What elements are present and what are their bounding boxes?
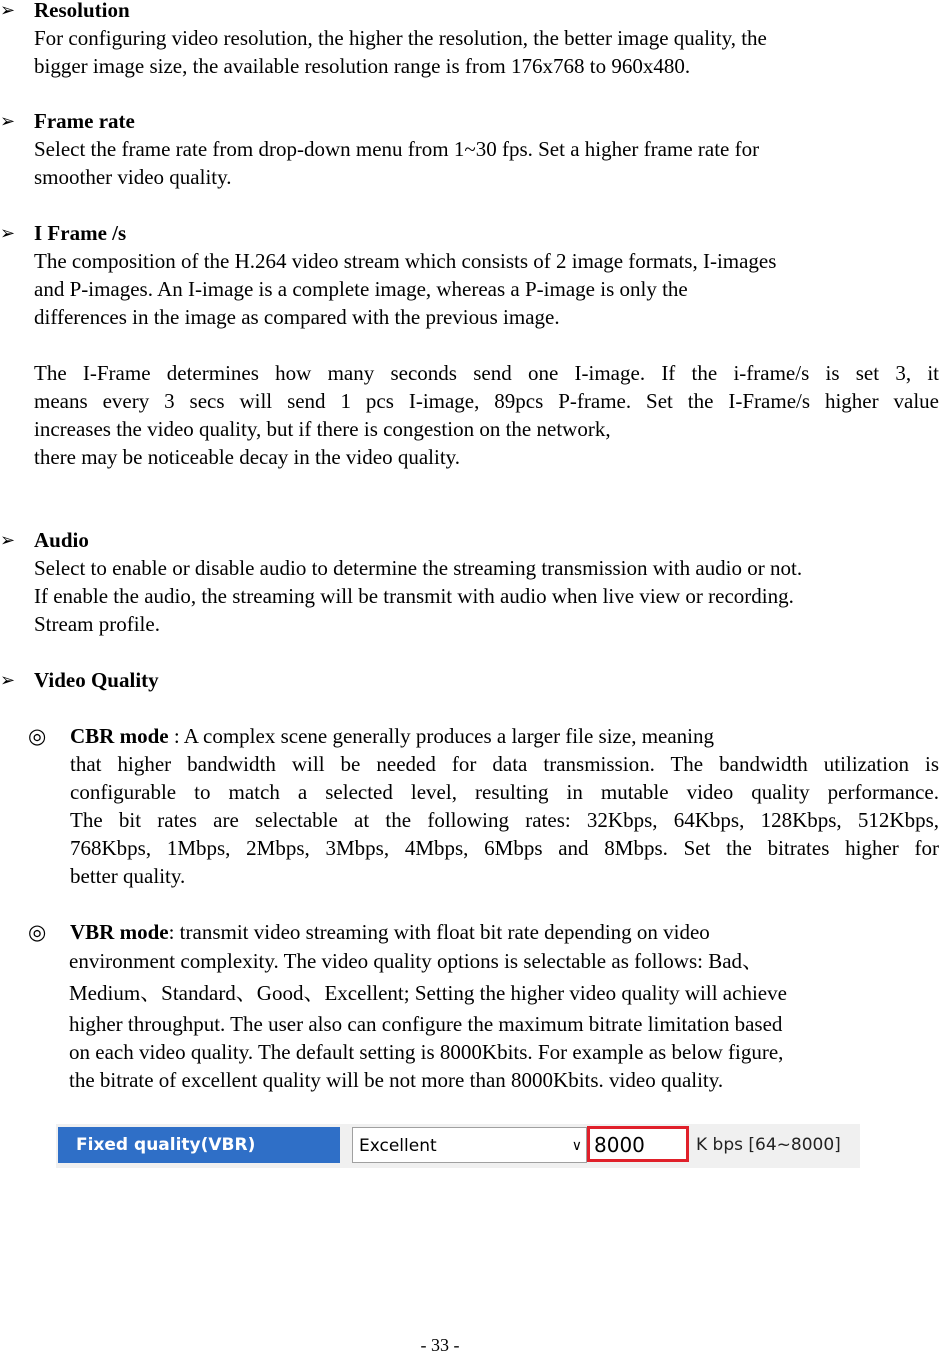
bitrate-unit-label: K bps [64~8000] [696,1135,841,1155]
section-video-quality [0,666,940,1092]
section-title: Audio [34,528,89,552]
arrow-bullet-icon: ➢ [0,0,16,20]
cbr-first-text: : A complex scene generally produces a larger file size, meaning [168,724,714,748]
text-line: increases the video quality, but if there is congestion on the network, [34,417,611,441]
text-line: on each video quality. The default setting is 8000Kbits. For example as below figure, [69,1040,784,1064]
text-line: The bit rates are selectable at the following rates: 32Kbps, 64Kbps, 128Kbps, 512Kbps, [70,808,939,832]
cbr-first-line [70,722,714,750]
text-line: smoother video quality. [34,165,232,189]
text-line: differences in the image as compared with the previous image. [34,305,560,329]
section-title: I Frame /s [34,221,127,245]
section-resolution [0,0,940,78]
fixed-quality-label: Fixed quality(VBR) [58,1127,340,1163]
double-circle-bullet-icon: ◎ [28,724,47,748]
text-line: Select the frame rate from drop-down menu from 1~30 fps. Set a higher frame rate for [34,137,760,161]
section-iframe [0,219,940,469]
vbr-settings-figure [56,1124,860,1168]
section-title: Video Quality [34,668,159,692]
double-circle-bullet-icon: ◎ [28,920,47,944]
section-title: Frame rate [34,109,135,133]
text-line: The I-Frame determines how many seconds send one I-image. If the i-frame/s is set 3, it [34,361,939,385]
text-line: bigger image size, the available resolution range is from 176x768 to 960x480. [34,54,691,78]
max-bitrate-input[interactable]: 8000 [587,1126,689,1162]
text-line: there may be noticeable decay in the video quality. [34,445,461,469]
text-line: that higher bandwidth will be needed for data transmission. The bandwidth utilization is [70,752,939,776]
page-number: - 33 - [420,1335,460,1355]
arrow-bullet-icon: ➢ [0,111,16,131]
section-audio [0,526,940,636]
text-line: the bitrate of excellent quality will be not more than 8000Kbits. video quality. [69,1068,724,1092]
text-line: Stream profile. [34,612,160,636]
quality-select-value: Excellent [359,1136,437,1156]
text-line: higher throughput. The user also can configure the maximum bitrate limitation based [69,1012,783,1036]
cbr-label: CBR mode [70,724,169,748]
text-line: The composition of the H.264 video stream which consists of 2 image formats, I-images [34,249,777,273]
text-line: Medium、Standard、Good、Excellent; Setting the higher video quality will achieve [69,981,787,1005]
vbr-label: VBR mode [70,920,169,944]
vbr-first-line [70,918,710,946]
text-line: and P-images. An I-image is a complete image, whereas a P-image is only the [34,277,688,301]
text-line: environment complexity. The video quality options is selectable as follows: Bad、 [69,949,764,973]
arrow-bullet-icon: ➢ [0,530,16,550]
vbr-first-text: : transmit video streaming with float bit rate depending on video [168,920,710,944]
chevron-down-icon: ∨ [571,1138,582,1154]
text-line: better quality. [70,864,186,888]
section-title: Resolution [34,0,130,22]
text-line: Select to enable or disable audio to determine the streaming transmission with audio or not. [34,556,803,580]
text-line: For configuring video resolution, the higher the resolution, the better image quality, the [34,26,767,50]
text-line: configurable to match a selected level, resulting in mutable video quality performance. [70,780,939,804]
quality-select[interactable] [352,1127,587,1163]
arrow-bullet-icon: ➢ [0,223,16,243]
arrow-bullet-icon: ➢ [0,670,16,690]
text-line: If enable the audio, the streaming will be transmit with audio when live view or recording. [34,584,794,608]
text-line: 768Kbps, 1Mbps, 2Mbps, 3Mbps, 4Mbps, 6Mbps and 8Mbps. Set the bitrates higher for [70,836,939,860]
text-line: means every 3 secs will send 1 pcs I-image, 89pcs P-frame. Set the I-Frame/s higher value [34,389,939,413]
section-frame-rate [0,107,940,189]
